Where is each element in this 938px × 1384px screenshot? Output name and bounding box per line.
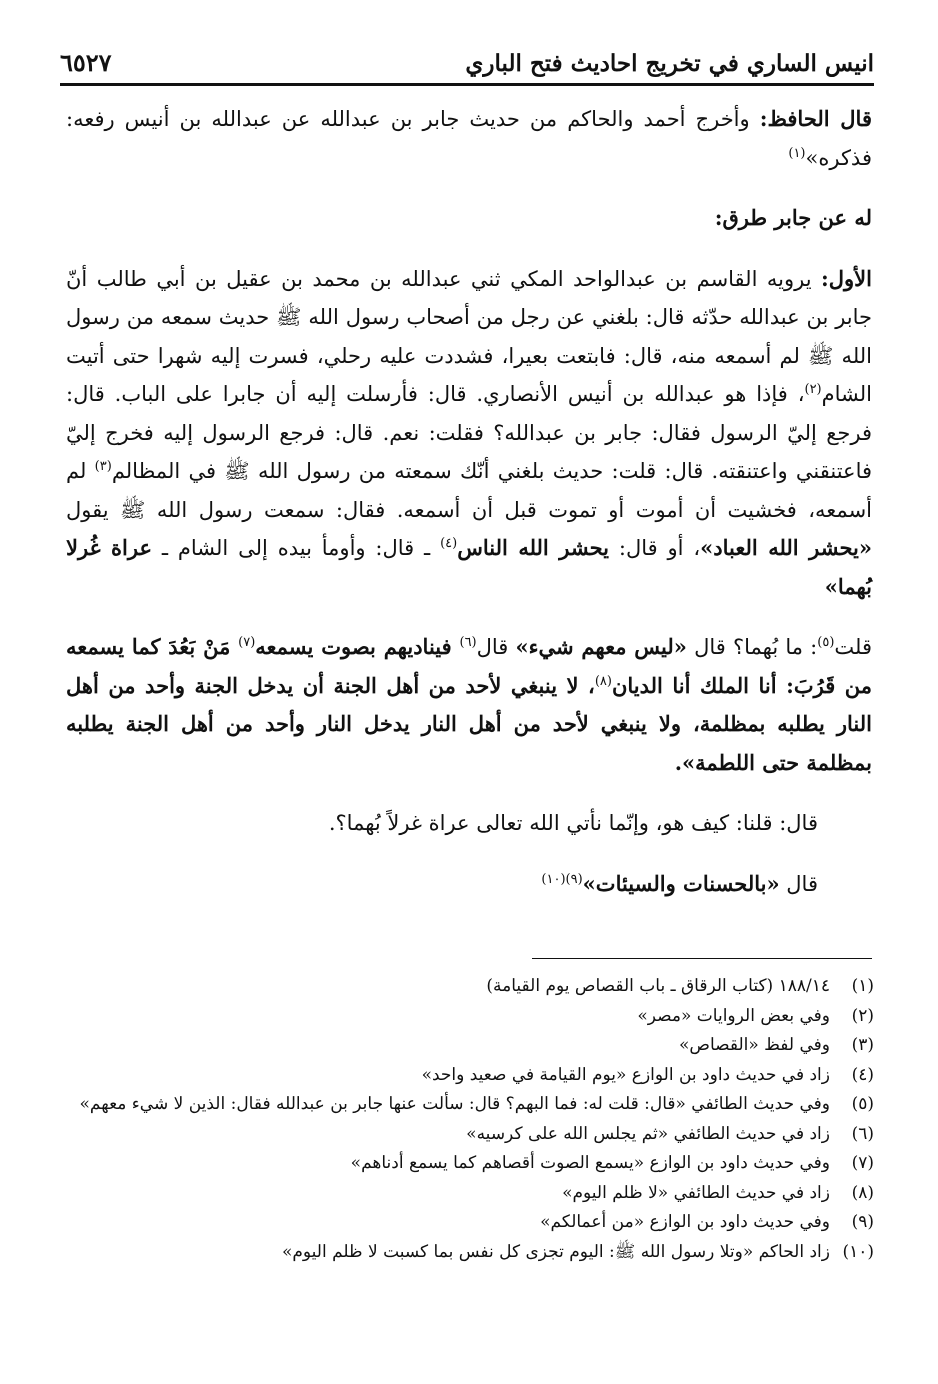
footnote-ref: (٩)(١٠) — [541, 871, 583, 887]
footnote-item — [66, 1031, 874, 1061]
hadith-quote: «يحشر الله العباد» — [700, 535, 872, 560]
footnote-number: (١) — [851, 976, 874, 996]
footnote-item — [66, 1179, 874, 1209]
hadith-quote: فيناديهم بصوت يسمعه — [255, 634, 460, 659]
footnote-item — [66, 972, 874, 1002]
text-segment: ـ قال: وأومأ بيده إلى الشام ـ — [152, 536, 441, 560]
footnote-item — [66, 1002, 874, 1032]
footnote-ref: (٨) — [594, 673, 612, 689]
section-heading: له عن جابر طرق: — [714, 205, 872, 230]
footnote-item — [66, 1238, 874, 1268]
page-header — [60, 40, 874, 86]
hadith-quote: «بالحسنات والسيئات» — [582, 870, 780, 896]
footnote-divider — [532, 958, 872, 959]
main-text — [66, 100, 872, 925]
hafiz-label: قال الحافظ: — [759, 106, 872, 131]
footnote-number: (٦) — [851, 1123, 874, 1144]
hadith-quote: عراة غُرلا بُهما» — [66, 535, 872, 599]
footnote-ref: (٦) — [459, 635, 477, 650]
hadith-quote: «ليس معهم شيء» — [515, 634, 687, 659]
footnote-ref: (٤) — [440, 536, 458, 551]
footnote-item — [66, 1208, 874, 1238]
footnote-number: (٥) — [851, 1094, 874, 1114]
footnote-text: زاد في حديث الطائفي «ثم يجلس الله على كرسيه» — [466, 1123, 830, 1144]
footnote-text: وفي حديث داود بن الوازع «يسمع الصوت أقصاهم كما يسمع أدناهم» — [350, 1153, 830, 1173]
footnote-text: زاد في حديث داود بن الوازع «يوم القيامة في صعيد واحد» — [421, 1064, 830, 1085]
paragraph-hafiz — [66, 100, 872, 177]
footnote-text: وفي لفظ «القصاص» — [678, 1035, 830, 1055]
footnote-number: (٤) — [851, 1064, 874, 1085]
footnote-text: زاد الحاكم «وتلا رسول الله ﷺ: اليوم تجزى كل نفس بما كسبت لا ظلم اليوم» — [281, 1241, 830, 1262]
footnote-number: (١٠) — [842, 1241, 874, 1262]
footnote-item — [66, 1090, 874, 1120]
text-segment: قلت — [834, 635, 873, 659]
page-number: ٦٥٢٧ — [60, 48, 112, 77]
text-segment: يرويه القاسم بن عبدالواحد المكي ثني عبدالله بن محمد بن عقيل بن أبي طالب أنّ جابر بن عبدالله حدّثه قال: بلغني عن رجل من أصحاب رسول الله ﷺ حديث سمعه من رسول الله ﷺ لم أسمعه منه، قال: فابتعت بعيرا، فشددت عليه رحلي، فسرت إليه شهرا حتى أتيت الشام — [66, 266, 872, 406]
footnote-ref: (٣) — [94, 459, 112, 474]
footnote-text: وفي حديث داود بن الوازع «من أعمالكم» — [540, 1212, 830, 1232]
footnote-text: وفي بعض الروايات «مصر» — [637, 1005, 830, 1026]
footnote-ref: (٥) — [817, 635, 835, 650]
hadith-quote: يحشر الله الناس — [457, 535, 609, 560]
hafiz-text: وأخرج أحمد والحاكم من حديث جابر بن عبدالله عن عبدالله بن أنيس رفعه: فذكره» — [66, 107, 872, 170]
book-title: انيس الساري في تخريج احاديث فتح الباري — [465, 50, 874, 77]
first-label: الأول: — [821, 265, 872, 291]
paragraph-final — [66, 865, 872, 904]
footnotes — [66, 972, 874, 1267]
footnote-text: وفي حديث الطائفي «قال: قلت له: فما البهم؟ قال: سألت عنها جابر بن عبدالله فقال: الذين لا شيء معهم» — [79, 1094, 830, 1114]
text-segment: ، فإذا هو عبدالله بن أنيس الأنصاري. قال: فأرسلت إليه أن جابرا على الباب. قال: فرجع إليّ الرسول فقال: جابر بن عبدالله؟ فقلت: نعم. قال: فرجع الرسول إليه فخرج إليّ فاعتنقني واعتنقته. قال: قلت: حديث بلغني أنّك سمعته من رسول الله ﷺ في المظالم — [66, 382, 873, 483]
footnote-number: (٢) — [851, 1005, 874, 1026]
footnote-text: ١٨٨/١٤ (كتاب الرقاق ـ باب القصاص يوم القيامة) — [486, 976, 830, 996]
paragraph-qulna: قال: قلنا: كيف هو، وإنّما نأتي الله تعالى عراة غرلاً بُهما؟. — [328, 811, 818, 835]
footnote-number: (٨) — [851, 1182, 874, 1203]
text-segment: : ما بُهما؟ قال — [686, 635, 818, 659]
footnote-item — [66, 1061, 874, 1091]
text-segment: قال — [476, 635, 516, 659]
footnote-number: (٩) — [851, 1212, 874, 1232]
paragraph-first-route — [66, 260, 872, 607]
footnote-text: زاد في حديث الطائفي «لا ظلم اليوم» — [562, 1182, 830, 1203]
footnote-ref: (١) — [788, 145, 806, 161]
footnote-item — [66, 1120, 874, 1150]
text-segment: قال — [779, 871, 818, 896]
hadith-quote: ، لا ينبغي لأحد من أهل الجنة أن يدخل الجنة وأحد من أهل النار يطلبه بمظلمة، ولا ينبغي لأحد من أهل النار يدخل النار وأحد من أهل الجنة يطلبه بمظلمة حتى اللطمة». — [66, 672, 872, 775]
hadith-quote: مَنْ بَعُدَ كما يسمعه من قَرُبَ: أنا الملك أنا الديان — [66, 634, 872, 698]
footnote-ref: (٧) — [238, 635, 256, 650]
text-segment: ، أو قال: — [609, 536, 701, 560]
footnote-item — [66, 1149, 874, 1179]
paragraph-question — [66, 628, 872, 782]
text-segment: لم أسمعه، فخشيت أن أموت أو تموت قبل أن أسمعه. فقال: سمعت رسول الله ﷺ يقول — [66, 459, 872, 522]
footnote-number: (٧) — [851, 1153, 874, 1173]
footnote-ref: (٢) — [804, 382, 822, 397]
footnote-number: (٣) — [851, 1035, 874, 1055]
